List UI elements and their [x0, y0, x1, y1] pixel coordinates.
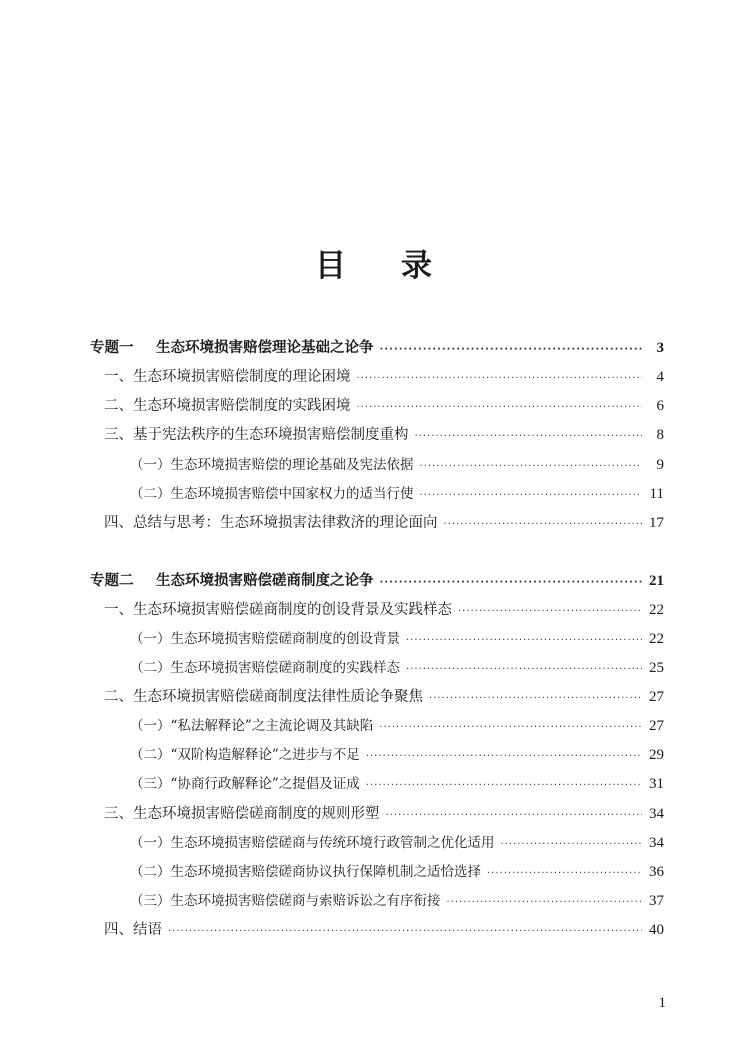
toc-subsection[interactable]	[130, 861, 664, 883]
toc-section[interactable]	[104, 395, 664, 417]
dot-leader	[444, 514, 643, 536]
toc-subsection[interactable]	[130, 454, 664, 476]
dot-leader	[357, 368, 643, 390]
toc-page-number: 29	[649, 747, 664, 763]
toc-page-number: 6	[656, 398, 664, 414]
dot-leader	[380, 339, 643, 361]
toc-section[interactable]	[104, 686, 664, 708]
toc-subsection-label: （二）生态环境损害赔偿磋商协议执行保障机制之适恰选择	[130, 864, 481, 880]
dot-leader	[357, 397, 643, 419]
dot-leader	[420, 456, 643, 478]
dot-leader	[380, 572, 643, 594]
toc-section[interactable]	[104, 803, 664, 825]
toc-subsection[interactable]	[130, 832, 664, 854]
toc-page-number: 11	[649, 486, 664, 502]
toc-section-label: 三、生态环境损害赔偿磋商制度的规则形塑	[104, 806, 380, 822]
toc-subsection-label: （二）“双阶构造解释论”之进步与不足	[130, 747, 360, 763]
dot-leader	[501, 834, 643, 856]
dot-leader	[366, 775, 642, 797]
toc-page-number: 34	[649, 806, 664, 822]
toc-topic-title: 生态环境损害赔偿理论基础之论争	[156, 340, 374, 356]
toc-page-number: 21	[649, 573, 664, 589]
toc-subsection[interactable]	[130, 715, 664, 737]
toc-page-number: 31	[649, 776, 664, 792]
toc-page-number: 4	[656, 369, 664, 385]
toc-page-number: 22	[649, 631, 664, 647]
toc-page-number: 8	[656, 427, 664, 443]
toc-topic-prefix: 专题二	[90, 573, 134, 589]
toc-section[interactable]	[104, 919, 664, 941]
toc-section[interactable]	[104, 599, 664, 621]
toc-subsection[interactable]	[130, 657, 664, 679]
dot-leader	[386, 805, 643, 827]
toc-subsection[interactable]	[130, 773, 664, 795]
toc-subsection-label: （一）“私法解释论”之主流论调及其缺陷	[130, 718, 374, 734]
toc-section[interactable]	[104, 366, 664, 388]
dot-leader	[487, 863, 642, 885]
dot-leader	[415, 426, 643, 448]
toc-subsection-label: （三）“协商行政解释论”之提倡及证成	[130, 776, 360, 792]
toc-subsection-label: （二）生态环境损害赔偿磋商制度的实践样态	[130, 660, 400, 676]
toc-page-number: 27	[649, 718, 664, 734]
toc-subsection-label: （一）生态环境损害赔偿的理论基础及宪法依据	[130, 457, 414, 473]
toc-section[interactable]	[104, 424, 664, 446]
toc-section-label: 四、结语	[104, 922, 162, 938]
dot-leader	[366, 746, 642, 768]
toc-title-left: 目	[315, 248, 349, 284]
toc-section-label: 一、生态环境损害赔偿磋商制度的创设背景及实践样态	[104, 602, 452, 618]
toc-subsection[interactable]	[130, 628, 664, 650]
dot-leader	[168, 921, 642, 943]
toc-topic-1[interactable]	[90, 337, 664, 359]
toc-page-number: 3	[656, 340, 664, 356]
toc-topic-prefix: 专题一	[90, 340, 134, 356]
toc-topic-title: 生态环境损害赔偿磋商制度之论争	[156, 573, 374, 589]
toc-page-number: 36	[649, 864, 664, 880]
toc-subsection[interactable]	[130, 890, 664, 912]
toc-subsection-label: （三）生态环境损害赔偿磋商与索赔诉讼之有序衔接	[130, 893, 441, 909]
toc-subsection[interactable]	[130, 483, 664, 505]
toc-section-label: 四、总结与思考：生态环境损害法律救济的理论面向	[104, 515, 438, 531]
toc-section-label: 三、基于宪法秩序的生态环境损害赔偿制度重构	[104, 427, 409, 443]
toc-title-right: 录	[401, 248, 435, 284]
toc-section-label: 一、生态环境损害赔偿制度的理论困境	[104, 369, 351, 385]
toc-page-number: 17	[649, 515, 664, 531]
toc-subsection-label: （一）生态环境损害赔偿磋商与传统环境行政管制之优化适用	[130, 835, 495, 851]
dot-leader	[379, 717, 642, 739]
toc-page-number: 27	[649, 689, 664, 705]
dot-leader	[458, 601, 642, 623]
dot-leader	[406, 630, 642, 652]
toc-section-label: 二、生态环境损害赔偿制度的实践困境	[104, 398, 351, 414]
toc-page-number: 40	[649, 922, 664, 938]
toc-subsection[interactable]	[130, 744, 664, 766]
page-number: 1	[658, 995, 666, 1011]
toc-topic-2[interactable]	[90, 570, 664, 592]
dot-leader	[429, 688, 642, 710]
dot-leader	[406, 659, 642, 681]
toc-subsection-label: （二）生态环境损害赔偿中国家权力的适当行使	[130, 486, 414, 502]
toc-page-number: 22	[649, 602, 664, 618]
toc-page-number: 25	[649, 660, 664, 676]
dot-leader	[420, 485, 643, 507]
toc-page-number: 37	[649, 893, 664, 909]
toc-subsection-label: （一）生态环境损害赔偿磋商制度的创设背景	[130, 631, 400, 647]
toc-page-number: 34	[649, 835, 664, 851]
toc-section[interactable]	[104, 512, 664, 534]
toc-section-label: 二、生态环境损害赔偿磋商制度法律性质论争聚焦	[104, 689, 423, 705]
dot-leader	[447, 892, 643, 914]
toc-page-number: 9	[656, 457, 664, 473]
